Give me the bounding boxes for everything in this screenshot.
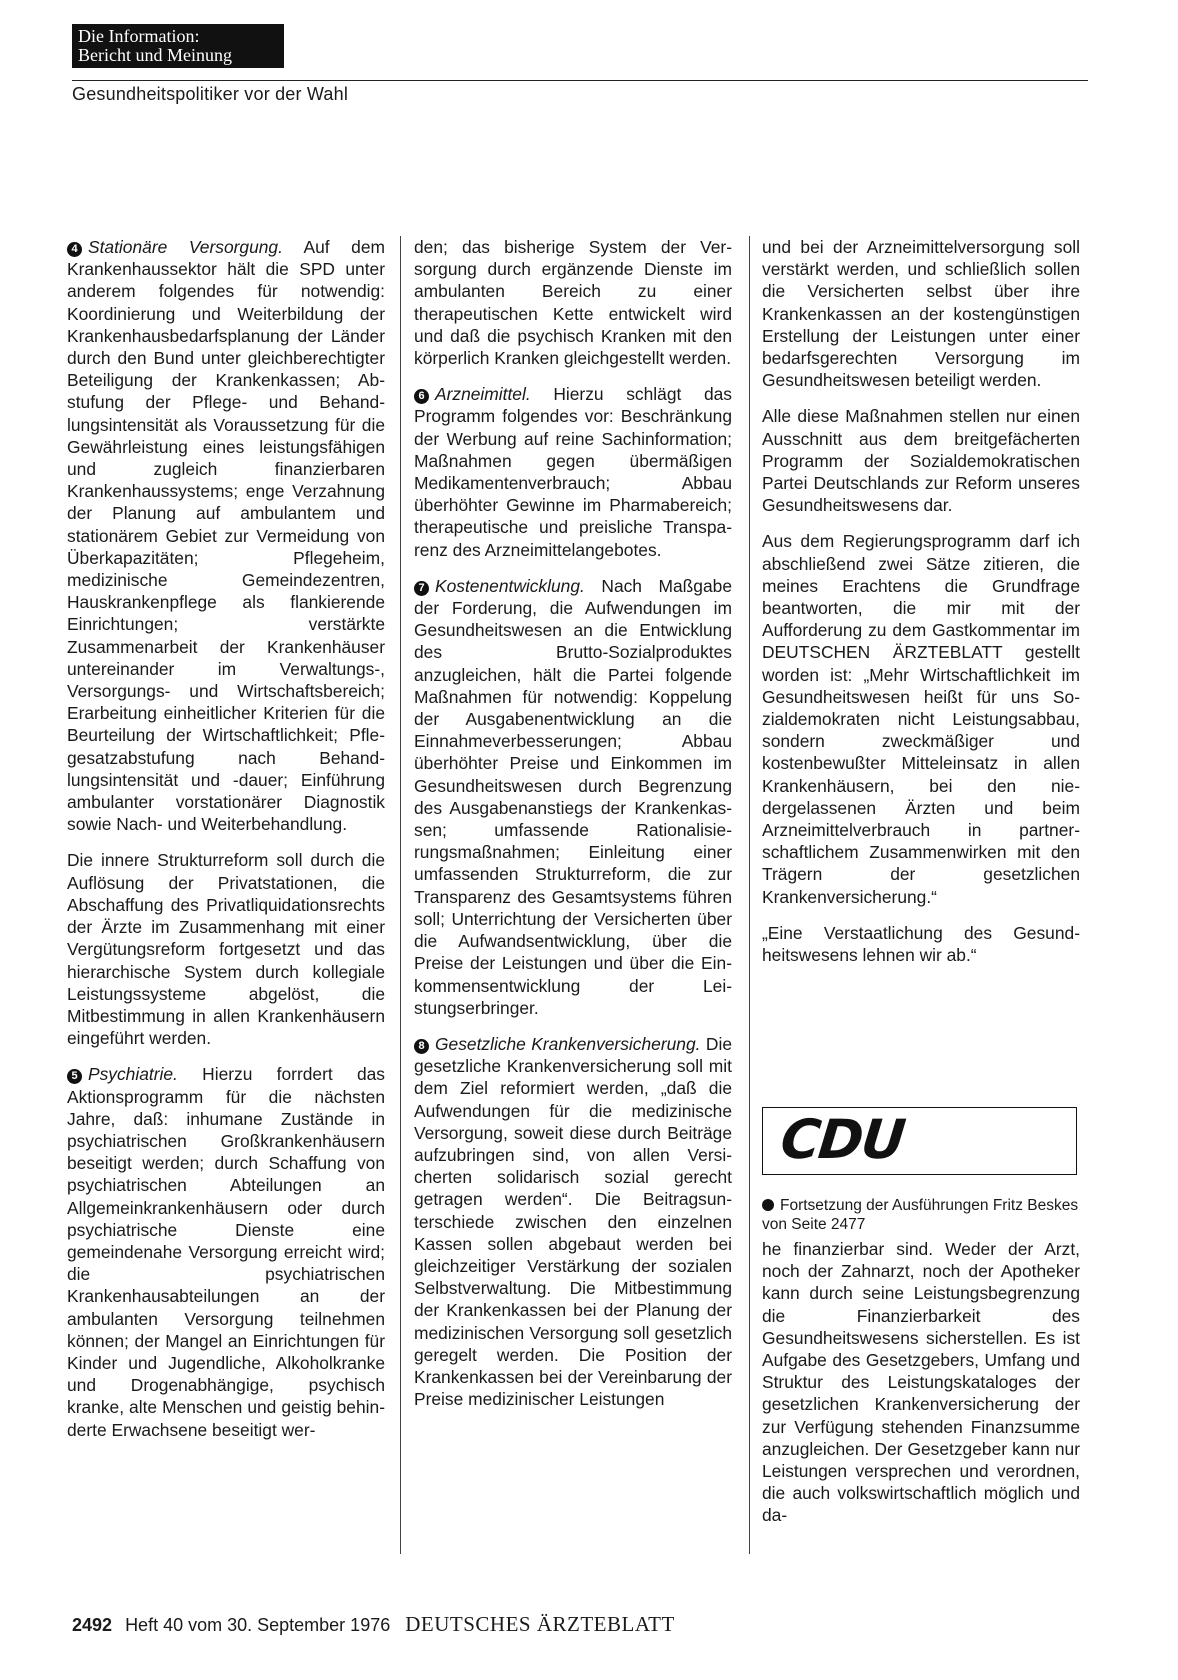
paragraph-psychiatrie-continued: den; das bisherige System der Versorgung durch ergänzende Dienste im ambulanten Bereich zu einer therapeutischen Kette entwickelt wird und daß die psychisch Kranken mit den körperlich Kranken gleichgestellt werden. (414, 237, 732, 369)
column-2 (414, 236, 732, 1424)
paragraph-arzneimittel (414, 383, 732, 561)
paragraph-psychiatrie (67, 1063, 385, 1440)
rubric-line-1: Die Information: (78, 26, 200, 46)
section-title: Gesundheitspolitiker vor der Wahl (72, 84, 349, 104)
rubric-line-2: Bericht und Meinung (78, 45, 232, 65)
paragraph-kostenentwicklung (414, 575, 732, 1019)
paragraph-text: Hierzu forrdert das Aktionsprogramm für die nächsten Jahre, daß: inhumane Zustände in psychiatrischen Großkrankenhäusern beseitigt werden; durch Schaffung von psychiatrischen Abteilungen an Allgemeinkrankenhäusern oder durch psychiatrische Dienste eine gemeindenahe Versorgung erreicht wird; die psychiatrischen Krankenhausabteilungen an der ambulanten Versorgung teilnehmen können; der Mangel an Einrichtungen für Kinder und Jugendliche, Alkoholkranke und Drogenabhängige, psychisch kranke, alte Menschen und geistig behinderte Erwachsene beseitigt wer- (67, 1064, 385, 1440)
number-badge: 5 (67, 1069, 82, 1084)
paragraph-text: Auf dem Krankenhaussektor hält die SPD unter anderem folgendes für notwendig: Koordinierung und Weiterbildung der Krankenhausbedarfsplanung der Länder durch den Bund unter gleichberechtigter Beteiligung der Krankenkassen; Abstufung der Pflege- und Behandlungsintensität als Voraussetzung für die Gewährleistung eines leistungsfähigen und zugleich finanzierbaren Krankenhaussystems; enge Verzahnung der Planung auf ambulantem und stationärem Gebiet zur Vermeidung von Überkapazitäten; Pflegeheim, medizinische Gemeindezentren, Hauskrankenpflege als flankierende Einrichtungen; verstärkte Zusammenarbeit der Krankenhäuser untereinander im Verwaltungs-, Versorgungs- und Wirtschaftsbereich; Erarbeitung einheitlicher Kriterien für die Beurteilung der Wirtschaftlichkeit; Pflegesatzabstufung nach Behandlungsintensität und -dauer; Einführung ambulanter vorstationärer Diagnostik sowie Nach- und Weiterbehandlung. (67, 237, 385, 835)
cdu-logo: CDU (777, 1108, 907, 1171)
paragraph-beske-continued: he finanzierbar sind. Weder der Arzt, noch der Zahnarzt, noch der Apotheker kann durch seine Leistungsbegrenzung die Finanzierbarkeit des Gesundheitswesens sicherstellen. Es ist Aufgabe des Gesetzgebers, Umfang und Struktur des Leistungskataloges der gesetzlichen Krankenversicherung der zur Verfügung stehenden Finanzsumme anzugleichen. Der Gesetzgeber kann nur Leistungen versprechen und verordnen, die auch volkswirtschaftlich möglich und da- (762, 1239, 1080, 1526)
number-badge: 4 (67, 242, 82, 257)
continuation-note (762, 1196, 1082, 1234)
column-3 (762, 236, 1080, 980)
paragraph-heading: Psychiatrie. (88, 1064, 178, 1085)
paragraph-heading: Arzneimittel. (435, 384, 531, 405)
paragraph-krankenversicherung (414, 1033, 732, 1410)
magazine-name: DEUTSCHES ÄRZTEBLATT (405, 1612, 675, 1636)
paragraph-regierungsprogramm: Aus dem Regierungsprogramm darf ich abschließend zwei Sätze zitieren, die meines Erachtens die Grundfrage beantworten, die mir mit der Aufforderung zu dem Gastkommentar im DEUTSCHEN ÄRZTEBLATT gestellt worden ist: „Mehr Wirtschaftlichkeit im Gesundheitswesen heißt für uns Sozialdemokraten nicht Leistungsabbau, sondern zweckmäßiger und kostenbewußter Mitteleinsatz in allen Krankenhäusern, bei den niedergelassenen Ärzten und beim Arzneimittelverbrauch in partnerschaftlichem Zusammenwirken mit den Trägern der gesetzlichen Krankenversicherung.“ (762, 531, 1080, 907)
header-rule (72, 80, 1088, 81)
column-3-bottom (762, 1238, 1080, 1541)
paragraph-text: Nach Maßgabe der Forderung, die Aufwendungen im Gesundheitswesen an die Entwicklung des Brutto-Sozialproduktes anzugleichen, hält die Partei folgende Maßnahmen für notwendig: Koppelung der Ausgabenentwicklung an die Einnahmeverbesserungen; Abbau überhöhter Preise und Einkommen im Gesundheitswesen durch Begrenzung des Ausgabenanstiegs der Krankenkassen; umfassende Rationalisierungsmaßnahmen; Einleitung einer umfassenden Strukturreform, die zur Transparenz des Gesamtsystems führen soll; Unterrichtung der Versicherten über die Aufwandsentwicklung, über die Preise der Leistungen und über die Einkommensentwicklung der Leistungserbringer. (414, 575, 732, 1018)
number-badge: 8 (414, 1039, 429, 1054)
issue-info: Heft 40 vom 30. September 1976 (125, 1615, 391, 1635)
column-divider-1 (400, 236, 401, 1554)
paragraph-arzneimittelversorgung: und bei der Arzneimittelversorgung soll verstärkt werden, und schließlich sollen die Versicherten selbst über ihre Krankenkassen an der kostengünstigen Erstellung der Leistungen unter einer bedarfsgerechten Versorgung im Gesundheitswesen beteiligt werden. (762, 237, 1080, 391)
paragraph-heading: Gesetzliche Krankenversicherung. (435, 1033, 701, 1054)
page-footer (72, 1612, 675, 1637)
paragraph-strukturreform: Die innere Strukturreform soll durch die Auflösung der Privatstationen, die Abschaffung des Privatliquidationsrechts der Ärzte im Zusammenhang mit einer Vergütungsreform fortgesetzt und das hierarchische System durch kollegiale Leistungssysteme abgelöst, die Mitbestimmung in allen Krankenhäusern eingeführt werden. (67, 850, 385, 1049)
page-number: 2492 (72, 1615, 113, 1635)
column-divider-2 (749, 236, 750, 1554)
paragraph-heading: Stationäre Versorgung. (88, 237, 283, 257)
cdu-logo-box (762, 1107, 1077, 1175)
number-badge: 6 (414, 389, 429, 404)
paragraph-heading: Kostenentwicklung. (435, 575, 585, 596)
paragraph-massnahmen: Alle diese Maßnahmen stellen nur einen Ausschnitt aus dem breitgefächerten Programm der Sozialdemokratischen Partei Deutschlands zur Reform unseres Gesundheitswesens dar. (762, 406, 1080, 516)
bullet-dot-icon (762, 1199, 774, 1211)
paragraph-text: Die gesetzliche Krankenversicherung soll mit dem Ziel reformiert werden, „daß die Aufwendungen für die medizinische Versorgung, soweit diese durch Beiträge aufzubringen sind, von allen Versicherten solidarisch sozial gerecht getragen werden“. Die Beitragsunterschiede zwischen den einzelnen Kassen sollen abgebaut werden bei gleichzeitiger Verstärkung der sozialen Selbstverwaltung. Die Mitbestimmung der Krankenkassen bei der Planung der medizinischen Versorgung soll gesetzlich geregelt werden. Die Position der Krankenkassen bei der Vereinbarung der Preise medizinischer Leistungen (414, 1033, 732, 1410)
continuation-note-text: Fortsetzung der Ausführungen Fritz Beskes von Seite 2477 (762, 1197, 1079, 1233)
paragraph-stationaere-versorgung (67, 236, 385, 835)
column-1 (67, 236, 385, 1455)
paragraph-text: Hierzu schlägt das Programm folgendes vor: Beschränkung der Werbung auf reine Sachinformation; Maßnahmen gegen übermäßigen Medikamentenverbrauch; Abbau überhöhter Gewinne im Pharmabereich; therapeutische und preisliche Transparenz des Arzneimittelangebotes. (414, 384, 732, 560)
paragraph-verstaatlichung: „Eine Verstaatlichung des Gesundheitswesens lehnen wir ab.“ (762, 922, 1080, 966)
number-badge: 7 (414, 581, 429, 596)
rubric-label (72, 24, 284, 68)
